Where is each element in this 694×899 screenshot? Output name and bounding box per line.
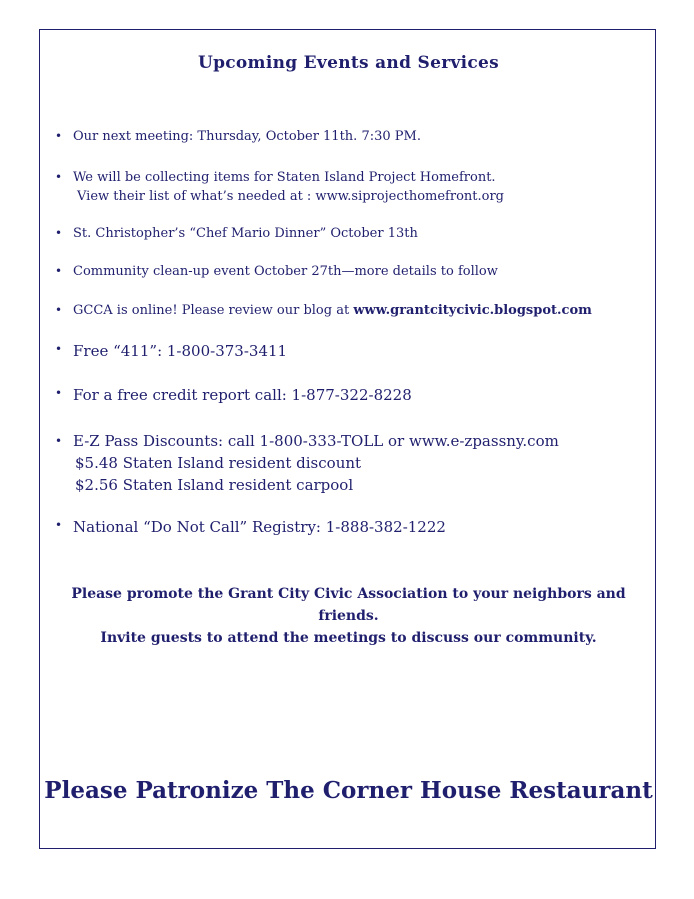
bullet-icon: •	[55, 518, 63, 532]
list-item-do-not-call	[55, 518, 653, 536]
list-item-411	[55, 342, 653, 360]
page-title: Upcoming Events and Services	[197, 53, 500, 73]
item-text	[73, 303, 653, 318]
list-item-homefront	[55, 168, 653, 206]
blog-url[interactable]: www.grantcitycivic.blogspot.com	[353, 303, 592, 318]
item-text: Free “411”: 1-800-373-3411	[73, 342, 288, 360]
promo-text	[40, 583, 657, 649]
list-item-blog	[55, 303, 653, 318]
bullet-icon: •	[55, 129, 63, 143]
list-item-ezpass	[55, 430, 653, 496]
bullet-icon: •	[55, 264, 63, 278]
patronize-banner: Please Patronize The Corner House Restaurant	[44, 777, 653, 804]
bullet-icon: •	[55, 342, 63, 356]
document-frame	[39, 29, 656, 849]
blog-prefix: GCCA is online! Please review our blog at	[73, 303, 354, 318]
item-text: St. Christopher’s “Chef Mario Dinner” October 13th	[73, 226, 418, 241]
item-text-continued: $5.48 Staten Island resident discount	[75, 454, 362, 472]
item-text: Community clean-up event October 27th—more details to follow	[73, 264, 498, 279]
item-text: Our next meeting: Thursday, October 11th. 7:30 PM.	[73, 129, 421, 144]
bullet-icon: •	[55, 226, 63, 240]
list-item-meeting	[55, 129, 653, 144]
item-text-continued: $2.56 Staten Island resident carpool	[75, 476, 354, 494]
list-item-cleanup	[55, 264, 653, 279]
bullet-icon: •	[55, 386, 63, 400]
item-text: We will be collecting items for Staten Island Project Homefront.	[73, 170, 496, 185]
list-item-dinner	[55, 226, 653, 241]
promo-line-1: Please promote the Grant City Civic Association to your neighbors and friends.	[71, 586, 626, 624]
item-text-continued: View their list of what’s needed at : www.siprojecthomefront.org	[77, 189, 504, 204]
bullet-icon: •	[55, 434, 63, 448]
item-text: For a free credit report call: 1-877-322-8228	[73, 386, 412, 404]
bullet-icon: •	[55, 170, 63, 184]
item-text: National “Do Not Call” Registry: 1-888-382-1222	[73, 518, 446, 536]
item-text: E-Z Pass Discounts: call 1-800-333-TOLL or www.e-zpassny.com	[73, 432, 559, 450]
bullet-icon: •	[55, 303, 63, 317]
list-item-credit-report	[55, 386, 653, 404]
promo-line-2: Invite guests to attend the meetings to discuss our community.	[100, 630, 597, 646]
